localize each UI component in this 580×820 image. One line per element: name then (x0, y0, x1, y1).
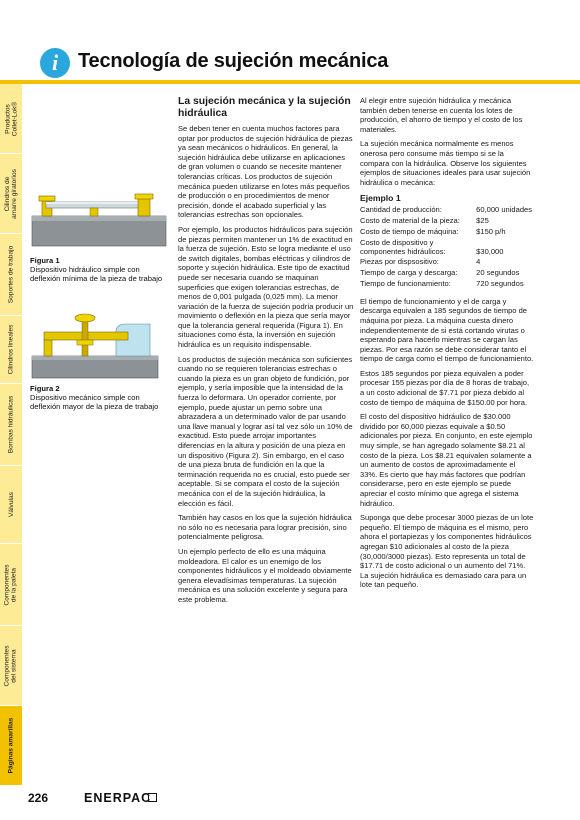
tab-label: Cilindros lineales (7, 324, 15, 375)
figure-1-text: Dispositivo hidráulico simple con deflexión mínima de la pieza de trabajo (30, 265, 163, 284)
tab-label: Bombas hidráulicas (7, 395, 15, 454)
tab-cilindros-giratorios[interactable] (0, 154, 22, 234)
tab-paginas-amarillas[interactable] (0, 706, 22, 786)
row-value: 4 (476, 257, 481, 267)
article-column-1 (178, 96, 354, 610)
tab-label: Productos Collet-Lok® (4, 101, 19, 136)
paragraph: También hay casos en los que la sujeción hidráulica no sólo no es necesaria para lograr precisión, sino potencialmente peligrosa. (178, 513, 352, 542)
paragraph: El costo del dispositivo hidráulico de $30.000 dividido por 60,000 piezas equivale a $0.50 adicionales por pieza. En conjunto, en este ejemplo muy simple, se han agregado solamente $8.21 al costo de la pieza. Los $8.21 equivalen solamente a un aumento de costos de aproximadamente el 33%. Es cierto que hay más factores que podrían considerarse, pero en este ejemplo se puede apreciar el costo mínimo que agrega el sistema hidráulico. (360, 412, 533, 508)
row-value: 60,000 unidades (476, 205, 532, 215)
paragraph: Al elegir entre sujeción hidráulica y mecánica también deben tenerse en cuenta los lotes de producción, el ahorro de tiempo y el costo de los materiales. (360, 96, 523, 134)
row-label: Costo de dispositivo y componentes hidráulicos: (360, 237, 446, 256)
example-table (360, 206, 532, 290)
brand-logo: ENERPAC (84, 791, 152, 805)
paragraph: La sujeción mecánica normalmente es menos onerosa pero consume más tiempo si se la compara con la hidráulica. Observe los siguientes ejemplos de situaciones ideales para usar sujeción hidráulica o mecánica: (360, 139, 531, 187)
tab-collet-lok[interactable] (0, 84, 22, 154)
article-column-2 (360, 96, 534, 595)
tab-label: Componentes de la paleta (4, 563, 18, 606)
table-row (360, 280, 532, 291)
tab-label: Cilindros de amarre giratorios (4, 168, 18, 219)
page-number: 226 (28, 791, 49, 805)
row-label: Cantidad de producción: (360, 205, 442, 215)
row-value: 720 segundos (476, 278, 524, 288)
row-label: Costo de material de la pieza: (360, 216, 460, 226)
paragraph: Suponga que debe procesar 3000 piezas de un lote pequeño. El tiempo de máquina es el mismo, pero ahora el portapiezas y los componentes hidráulicos agregan $10 adicionales al costo de la pieza (30,000/3000 piezas). Esto representa un total de $17.71 de costo adicional o un aumento del 71%. La sujeción hidráulica es demasiado cara para un lote tan pequeño. (360, 513, 534, 590)
figure-2-caption (30, 384, 170, 412)
paragraph: El tiempo de funcionamiento y el de carga y descarga equivalen a 185 segundos de tiempo de máquina por pieza. La máquina cuesta dinero independientemente de si está cortando virutas o esperando para hacerlo mientras se cargan las piezas. Por esa razón se debe considerar tanto el tiempo de carga como el tiempo de funcionamiento. (360, 296, 534, 364)
tab-label: Válvulas (7, 492, 15, 517)
paragraph: Por ejemplo, los productos hidráulicos para sujeción de piezas permiten mantener un 1% de exactitud en la fuerza de sujeción. Esto se logra mediante el uso de switch digitales, bombas eléctricas y cilindros de soporte y sujeción hidráulica. Este tipo de exactitud puede ser necesaria cuando se maquinan superficies que exigen tolerancias estrechas, de menos de 0,001 pulgada (0,025 mm). La menor variación de la fuerza de sujeción podría producir un movimiento o deflexión en la pieza que sería mayor que la tolerancia general requerida (Figura 1). En situaciones como ésta, la inversión en sujeción hidráulica es un requisito indispensable. (178, 224, 354, 350)
info-icon: i (40, 48, 70, 78)
figure-1-caption (30, 256, 170, 284)
figure-2-mechanical-fixture (30, 310, 160, 380)
row-value: 20 segundos (476, 268, 520, 278)
figure-2-text: Dispositivo mecánico simple con deflexión mayor de la pieza de trabajo (30, 393, 159, 412)
example-heading: Ejemplo 1 (360, 193, 401, 204)
row-label: Piezas por dispsositivo: (360, 257, 439, 267)
paragraph: Los productos de sujeción mecánica son suficientes cuando no se requieren tolerancias estrechas o cuando la pieza es un gran objeto de fundición, por ejemplo, y sería imposible que la intensidad de la fuerza lo deformara. Un operador corriente, por ejemplo, puede ajustar un perno sobre una abrazadera a un determinado valor de par usando una llave manual y lograr así tal vez sólo un 10% de exactitud. Esto puede arrojar importantes diferencias en la altura y posición de una pieza en un dispositivo (Figura 2). Sin embargo, en el caso de una pieza bruta de fundición en la que la terminación requerida no es crucial, esto puede ser aceptable. Si se compara el costo de la sujeción mecánica con el de la sujeción hidráulica, la elección es fácil. (178, 354, 353, 508)
paragraph: Estos 185 segundos por pieza equivalen a poder procesar 155 piezas por día de 8 horas de trabajo, a un costo adicional de $7.71 por pieza debido al costo de tiempo de máquina de $150.00 por hora. (360, 368, 530, 407)
tab-soportes-de-trabajo[interactable] (0, 234, 22, 316)
tab-label: Componentes del sistema (4, 644, 18, 687)
figure-1-label: Figura 1 (30, 256, 60, 265)
figure-2-label: Figura 2 (30, 384, 60, 393)
row-value: $25 (476, 216, 489, 226)
paragraph: Se deben tener en cuenta muchos factores para optar por productos de sujeción hidráulica de piezas ya sean mecánicos o hidráulicos. En general, la sujeción hidráulica debe utilizarse en aplicaciones de gran volumen o cuando se necesite mantener tolerancias críticas. Los productos de sujeción mecánica pueden utilizarse en lotes más pequeños de producción o en procedimientos de menor precisión, donde el acabado superficial y las tolerancias estrechas son opcionales. (178, 124, 353, 220)
figure-1-hydraulic-fixture (30, 190, 168, 248)
row-label: Tiempo de carga y descarga: (360, 268, 458, 278)
row-label: Costo de tiempo de máquina: (360, 226, 459, 236)
paragraph: Un ejemplo perfecto de ello es una máquina moldeadora. El calor es un enemigo de los componentes hidráulicos y el moldeado obviamente genera elevadísimas temperaturas. La sujeción mecánica es una solución excelente y segura para este problema. (178, 546, 352, 604)
tab-bombas-hidraulicas[interactable] (0, 384, 22, 466)
page-title: Tecnología de sujeción mecánica (78, 50, 389, 72)
tab-valvulas[interactable] (0, 466, 22, 544)
registered-mark-icon (148, 793, 157, 802)
title-rule (0, 80, 580, 84)
tab-label: Páginas amarillas (7, 717, 15, 774)
tab-cilindros-lineales[interactable] (0, 316, 22, 384)
section-tabs (0, 84, 22, 820)
row-label: Tiempo de funcionamiento: (360, 278, 451, 288)
tab-componentes-sistema[interactable] (0, 626, 22, 706)
tab-componentes-paleta[interactable] (0, 544, 22, 626)
section-heading: La sujeción mecánica y la sujeción hidráulica (178, 96, 351, 119)
row-value: $30,000 (476, 246, 504, 256)
row-value: $150 p/h (476, 226, 506, 236)
tab-label: Soportes de trabajo (7, 245, 15, 304)
table-row (360, 239, 532, 259)
